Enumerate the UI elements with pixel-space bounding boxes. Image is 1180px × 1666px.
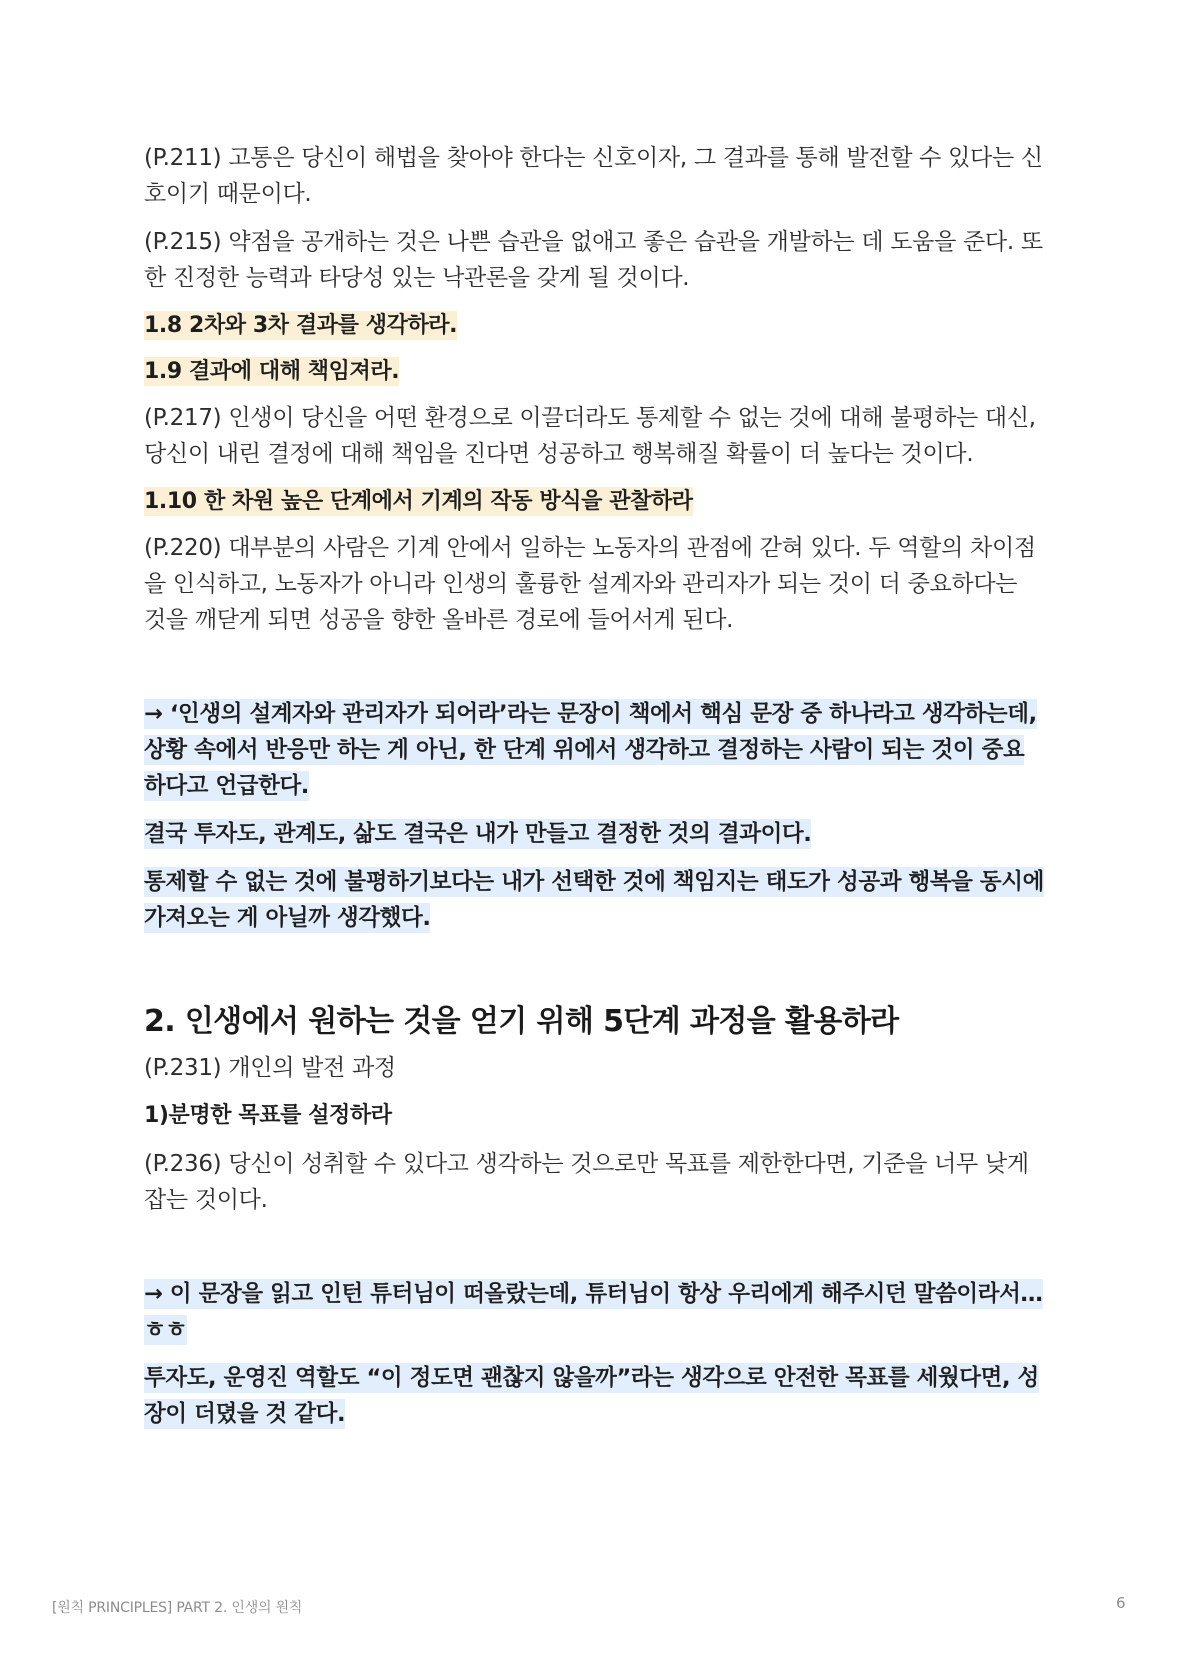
reflection-note-2 <box>144 816 1044 852</box>
quote-p215: (P.215) 약점을 공개하는 것은 나쁜 습관을 없애고 좋은 습관을 개발하는 데 도움을 준다. 또한 진정한 능력과 타당성 있는 낙관론을 갖게 될 것이다. <box>144 229 1043 291</box>
reflection-note-5 <box>144 1360 1044 1432</box>
heading-1-10-text: 1.10 한 차원 높은 단계에서 기계의 작동 방식을 관찰하라 <box>144 489 693 514</box>
reflection-note-4-text: → 이 문장을 읽고 인턴 튜터님이 떠올랐는데, 튜터님이 항상 우리에게 해주시던 말씀이라서…ㅎㅎ <box>144 1281 1043 1343</box>
footer-page-number: 6 <box>1116 1594 1126 1612</box>
heading-1-9-text: 1.9 결과에 대해 책임져라. <box>144 359 400 384</box>
quote-p217: (P.217) 인생이 당신을 어떤 환경으로 이끌더라도 통제할 수 없는 것에 대해 불평하는 대신, 당신이 내린 결정에 대해 책임을 진다면 성공하고 행복해질 확률이 더 높다는 것이다. <box>144 405 1036 467</box>
quote-p231: (P.231) 개인의 발전 과정 <box>144 1055 396 1081</box>
section-2-title: 2. 인생에서 원하는 것을 얻기 위해 5단계 과정을 활용하라 <box>144 1004 899 1039</box>
quote-p220: (P.220) 대부분의 사람은 기계 안에서 일하는 노동자의 관점에 갇혀 있다. 두 역할의 차이점을 인식하고, 노동자가 아니라 인생의 훌륭한 설계자와 관리자가 되는 것이 더 중요하다는 것을 깨닫게 되면 성공을 향한 올바른 경로에 들어서게 된다. <box>144 535 1036 633</box>
reflection-note-1 <box>144 696 1044 804</box>
heading-1-8 <box>144 308 1044 344</box>
subheading-goal: 1)분명한 목표를 설정하라 <box>144 1103 392 1128</box>
page-content <box>144 140 1044 1444</box>
heading-1-9 <box>144 354 1044 390</box>
reflection-note-3-text: 통제할 수 없는 것에 불평하기보다는 내가 선택한 것에 책임지는 태도가 성공과 행복을 동시에 가져오는 게 아닐까 생각했다. <box>144 869 1044 931</box>
reflection-note-3 <box>144 864 1044 936</box>
footer-document-title: [원칙 PRINCIPLES] PART 2. 인생의 원칙 <box>52 1600 303 1616</box>
heading-1-10 <box>144 484 1044 520</box>
reflection-note-4 <box>144 1276 1044 1348</box>
reflection-note-2-text: 결국 투자도, 관계도, 삶도 결국은 내가 만들고 결정한 것의 결과이다. <box>144 821 812 847</box>
reflection-note-5-text: 투자도, 운영진 역할도 “이 정도면 괜찮지 않을까”라는 생각으로 안전한 목표를 세웠다면, 성장이 더뎠을 것 같다. <box>144 1365 1039 1427</box>
quote-p211: (P.211) 고통은 당신이 해법을 찾아야 한다는 신호이자, 그 결과를 통해 발전할 수 있다는 신호이기 때문이다. <box>144 145 1043 207</box>
quote-p236: (P.236) 당신이 성취할 수 있다고 생각하는 것으로만 목표를 제한한다면, 기준을 너무 낮게 잡는 것이다. <box>144 1151 1029 1213</box>
heading-1-8-text: 1.8 2차와 3차 결과를 생각하라. <box>144 313 458 338</box>
reflection-note-1-text: → ‘인생의 설계자와 관리자가 되어라’라는 문장이 책에서 핵심 문장 중 하나라고 생각하는데, 상황 속에서 반응만 하는 게 아닌, 한 단계 위에서 생각하고 결정하는 사람이 되는 것이 중요하다고 언급한다. <box>144 701 1037 799</box>
